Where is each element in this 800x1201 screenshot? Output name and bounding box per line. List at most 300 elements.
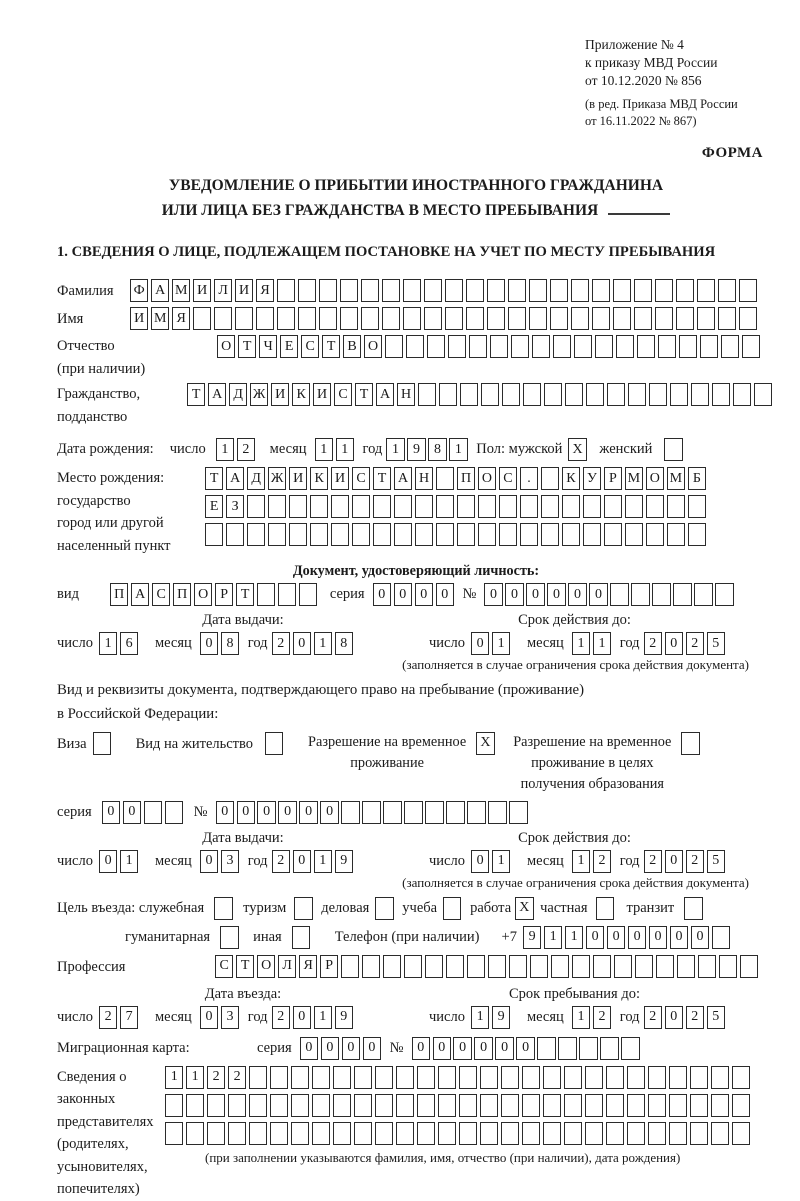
doc-valid-year-field-box[interactable]: 2 [686, 632, 704, 655]
citizenship-field-box[interactable]: И [313, 383, 331, 406]
patronymic-field-box[interactable]: В [343, 335, 361, 358]
representatives-field-row1-box[interactable] [648, 1066, 666, 1089]
representatives-field-row1-box[interactable] [585, 1066, 603, 1089]
phone-field-box[interactable]: 0 [691, 926, 709, 949]
citizenship-field-box[interactable] [670, 383, 688, 406]
doc-number-field-box[interactable] [652, 583, 670, 606]
citizenship-field-box[interactable] [502, 383, 520, 406]
surname-field-box[interactable] [424, 279, 442, 302]
representatives-field-row2-box[interactable] [690, 1094, 708, 1117]
surname-field-box[interactable] [319, 279, 337, 302]
patronymic-field-box[interactable] [553, 335, 571, 358]
doc-number-field-box[interactable]: 0 [568, 583, 586, 606]
representatives-field-row2-box[interactable] [312, 1094, 330, 1117]
purpose-humanitarian-checkbox-box[interactable] [220, 926, 238, 949]
given-name-field-box[interactable] [571, 307, 589, 330]
birthplace-field-row3-box[interactable] [478, 523, 496, 546]
citizenship-field-box[interactable] [418, 383, 436, 406]
permit-valid-day-field-box[interactable]: 0 [471, 850, 489, 873]
representatives-field-row1-box[interactable]: 1 [165, 1066, 183, 1089]
representatives-field-row2-box[interactable] [249, 1094, 267, 1117]
representatives-field-row3-box[interactable] [543, 1122, 561, 1145]
patronymic-field-box[interactable] [700, 335, 718, 358]
representatives-field-row3-box[interactable] [585, 1122, 603, 1145]
patronymic-field-box[interactable] [511, 335, 529, 358]
birthplace-field-row1-box[interactable]: Н [415, 467, 433, 490]
phone-field-box[interactable]: 0 [649, 926, 667, 949]
representatives-field-row1-box[interactable] [732, 1066, 750, 1089]
patronymic-field-box[interactable] [742, 335, 760, 358]
birthplace-field-row3-box[interactable] [394, 523, 412, 546]
doc-number-field-box[interactable]: 0 [589, 583, 607, 606]
doc-kind-field-box[interactable] [257, 583, 275, 606]
doc-kind-field-box[interactable]: П [173, 583, 191, 606]
citizenship-field-box[interactable]: А [376, 383, 394, 406]
patronymic-field-box[interactable] [532, 335, 550, 358]
citizenship-field-box[interactable]: С [334, 383, 352, 406]
birthplace-field-row3-box[interactable] [667, 523, 685, 546]
birthplace-field-row1-box[interactable]: С [352, 467, 370, 490]
given-name-field-box[interactable] [277, 307, 295, 330]
migration-card-series-field-box[interactable]: 0 [363, 1037, 381, 1060]
representatives-field-row1-box[interactable] [690, 1066, 708, 1089]
birthplace-field-row1-box[interactable]: Д [247, 467, 265, 490]
representatives-field-row2-box[interactable] [375, 1094, 393, 1117]
birthplace-field-row2-box[interactable] [625, 495, 643, 518]
representatives-field-row2-box[interactable] [333, 1094, 351, 1117]
migration-card-number-field-box[interactable]: 0 [453, 1037, 471, 1060]
doc-valid-day-field-box[interactable]: 1 [492, 632, 510, 655]
representatives-field-row1-box[interactable] [459, 1066, 477, 1089]
stay-month-field-box[interactable]: 1 [572, 1006, 590, 1029]
birthplace-field-row3-box[interactable] [373, 523, 391, 546]
citizenship-field-box[interactable] [691, 383, 709, 406]
birthplace-field-row2-box[interactable] [436, 495, 454, 518]
given-name-field-box[interactable] [340, 307, 358, 330]
doc-issue-month-field-box[interactable]: 8 [221, 632, 239, 655]
permit-number-field-box[interactable]: 0 [237, 801, 255, 824]
representatives-field-row2-box[interactable] [669, 1094, 687, 1117]
entry-month-field-box[interactable]: 0 [200, 1006, 218, 1029]
representatives-field-row3-box[interactable] [354, 1122, 372, 1145]
representatives-field-row3-box[interactable] [333, 1122, 351, 1145]
stay-year-field-box[interactable]: 5 [707, 1006, 725, 1029]
patronymic-field-box[interactable] [637, 335, 655, 358]
phone-field-box[interactable]: 0 [670, 926, 688, 949]
birth-year-field-box[interactable]: 1 [386, 438, 404, 461]
profession-field-box[interactable]: О [257, 955, 275, 978]
surname-field-box[interactable] [697, 279, 715, 302]
permit-number-field-box[interactable] [425, 801, 443, 824]
sex-female-checkbox-box[interactable] [664, 438, 682, 461]
citizenship-field-box[interactable] [544, 383, 562, 406]
permit-series-field-box[interactable] [165, 801, 183, 824]
birthplace-field-row1-box[interactable]: М [625, 467, 643, 490]
permit-issue-year-field-box[interactable]: 0 [293, 850, 311, 873]
given-name-field-box[interactable] [592, 307, 610, 330]
patronymic-field-box[interactable] [427, 335, 445, 358]
migration-card-number-field-box[interactable]: 0 [474, 1037, 492, 1060]
birthplace-field-row2-box[interactable] [268, 495, 286, 518]
birthplace-field-row2-box[interactable] [457, 495, 475, 518]
representatives-field-row1-box[interactable] [669, 1066, 687, 1089]
surname-field-box[interactable] [655, 279, 673, 302]
citizenship-field-box[interactable] [649, 383, 667, 406]
given-name-field-box[interactable] [424, 307, 442, 330]
birthplace-field-row3-box[interactable] [604, 523, 622, 546]
representatives-field-row1-box[interactable] [564, 1066, 582, 1089]
birthplace-field-row1-box[interactable]: И [331, 467, 349, 490]
doc-issue-year-field-box[interactable]: 0 [293, 632, 311, 655]
profession-field-box[interactable]: С [215, 955, 233, 978]
representatives-field-row3-box[interactable] [312, 1122, 330, 1145]
doc-number-field-box[interactable]: 0 [484, 583, 502, 606]
permit-number-field-box[interactable]: 0 [257, 801, 275, 824]
birthplace-field-row1-box[interactable]: М [667, 467, 685, 490]
representatives-field-row1-box[interactable] [711, 1066, 729, 1089]
birthplace-field-row2-box[interactable]: Е [205, 495, 223, 518]
representatives-field-row2-box[interactable] [522, 1094, 540, 1117]
migration-card-series-field-box[interactable]: 0 [342, 1037, 360, 1060]
profession-field-box[interactable] [488, 955, 506, 978]
birthplace-field-row3-box[interactable] [352, 523, 370, 546]
representatives-field-row3-box[interactable] [690, 1122, 708, 1145]
profession-field-box[interactable] [572, 955, 590, 978]
representatives-field-row1-box[interactable] [396, 1066, 414, 1089]
birthplace-field-row1-box[interactable]: . [520, 467, 538, 490]
patronymic-field-box[interactable] [616, 335, 634, 358]
given-name-field-box[interactable] [214, 307, 232, 330]
birthplace-field-row2-box[interactable]: З [226, 495, 244, 518]
surname-field-box[interactable] [613, 279, 631, 302]
residence-permit-checkbox-box[interactable] [265, 732, 283, 755]
surname-field-box[interactable] [718, 279, 736, 302]
representatives-field-row3-box[interactable] [606, 1122, 624, 1145]
stay-day-field-box[interactable]: 1 [471, 1006, 489, 1029]
permit-valid-year-field-box[interactable]: 5 [707, 850, 725, 873]
doc-valid-year-field-box[interactable]: 0 [665, 632, 683, 655]
representatives-field-row3-box[interactable] [270, 1122, 288, 1145]
permit-issue-year-field-box[interactable]: 2 [272, 850, 290, 873]
permit-valid-year-field-box[interactable]: 2 [644, 850, 662, 873]
migration-card-number-field-box[interactable] [537, 1037, 555, 1060]
representatives-field-row1-box[interactable]: 2 [228, 1066, 246, 1089]
representatives-field-row2-box[interactable] [480, 1094, 498, 1117]
birthplace-field-row1-box[interactable]: И [289, 467, 307, 490]
birthplace-field-row3-box[interactable] [331, 523, 349, 546]
given-name-field-box[interactable] [319, 307, 337, 330]
citizenship-field-box[interactable]: Ж [250, 383, 268, 406]
surname-field-box[interactable] [487, 279, 505, 302]
citizenship-field-box[interactable]: Т [355, 383, 373, 406]
birthplace-field-row3-box[interactable] [268, 523, 286, 546]
entry-year-field-box[interactable]: 1 [314, 1006, 332, 1029]
entry-month-field-box[interactable]: 3 [221, 1006, 239, 1029]
given-name-field-box[interactable] [508, 307, 526, 330]
profession-field-box[interactable] [404, 955, 422, 978]
birthplace-field-row2-box[interactable] [646, 495, 664, 518]
given-name-field-box[interactable] [550, 307, 568, 330]
surname-field-box[interactable]: И [235, 279, 253, 302]
doc-issue-day-field-box[interactable]: 1 [99, 632, 117, 655]
permit-issue-month-field-box[interactable]: 3 [221, 850, 239, 873]
given-name-field-box[interactable] [613, 307, 631, 330]
birthplace-field-row3-box[interactable] [289, 523, 307, 546]
given-name-field-box[interactable] [655, 307, 673, 330]
phone-field-box[interactable]: 0 [628, 926, 646, 949]
entry-year-field-box[interactable]: 0 [293, 1006, 311, 1029]
phone-field-box[interactable]: 9 [523, 926, 541, 949]
birthplace-field-row2-box[interactable] [289, 495, 307, 518]
profession-field-box[interactable] [698, 955, 716, 978]
profession-field-box[interactable]: Я [299, 955, 317, 978]
representatives-field-row3-box[interactable] [417, 1122, 435, 1145]
patronymic-field-box[interactable]: С [301, 335, 319, 358]
representatives-field-row3-box[interactable] [186, 1122, 204, 1145]
birthplace-field-row1-box[interactable]: К [310, 467, 328, 490]
birthplace-field-row3-box[interactable] [310, 523, 328, 546]
doc-series-field-box[interactable]: 0 [436, 583, 454, 606]
patronymic-field-box[interactable] [490, 335, 508, 358]
patronymic-field-box[interactable] [448, 335, 466, 358]
patronymic-field-box[interactable] [574, 335, 592, 358]
citizenship-field-box[interactable] [586, 383, 604, 406]
representatives-field-row1-box[interactable] [270, 1066, 288, 1089]
representatives-field-row3-box[interactable] [669, 1122, 687, 1145]
phone-field-box[interactable]: 0 [607, 926, 625, 949]
birthplace-field-row3-box[interactable] [688, 523, 706, 546]
birthplace-field-row3-box[interactable] [562, 523, 580, 546]
given-name-field-box[interactable]: И [130, 307, 148, 330]
sex-male-checkbox-box[interactable]: X [568, 438, 586, 461]
migration-card-number-field-box[interactable] [600, 1037, 618, 1060]
birthplace-field-row2-box[interactable] [415, 495, 433, 518]
profession-field-box[interactable] [425, 955, 443, 978]
birthplace-field-row2-box[interactable] [541, 495, 559, 518]
patronymic-field-box[interactable]: Т [322, 335, 340, 358]
doc-valid-day-field-box[interactable]: 0 [471, 632, 489, 655]
representatives-field-row2-box[interactable] [165, 1094, 183, 1117]
doc-number-field-box[interactable] [631, 583, 649, 606]
patronymic-field-box[interactable]: О [364, 335, 382, 358]
surname-field-box[interactable] [445, 279, 463, 302]
doc-issue-month-field-box[interactable]: 0 [200, 632, 218, 655]
citizenship-field-box[interactable] [733, 383, 751, 406]
profession-field-box[interactable] [740, 955, 758, 978]
birthplace-field-row2-box[interactable] [583, 495, 601, 518]
patronymic-field-box[interactable] [595, 335, 613, 358]
given-name-field-box[interactable] [256, 307, 274, 330]
doc-issue-year-field-box[interactable]: 1 [314, 632, 332, 655]
migration-card-series-field-box[interactable]: 0 [300, 1037, 318, 1060]
given-name-field-box[interactable] [403, 307, 421, 330]
citizenship-field-box[interactable]: Т [187, 383, 205, 406]
birthplace-field-row1-box[interactable]: С [499, 467, 517, 490]
permit-valid-month-field-box[interactable]: 2 [593, 850, 611, 873]
patronymic-field-box[interactable]: Ч [259, 335, 277, 358]
visa-checkbox-box[interactable] [93, 732, 111, 755]
permit-issue-year-field-box[interactable]: 9 [335, 850, 353, 873]
representatives-field-row2-box[interactable] [711, 1094, 729, 1117]
given-name-field-box[interactable] [466, 307, 484, 330]
purpose-other-checkbox-box[interactable] [292, 926, 310, 949]
given-name-field-box[interactable] [445, 307, 463, 330]
birthplace-field-row1-box[interactable]: О [646, 467, 664, 490]
representatives-field-row2-box[interactable] [396, 1094, 414, 1117]
birthplace-field-row3-box[interactable] [583, 523, 601, 546]
profession-field-box[interactable] [362, 955, 380, 978]
representatives-field-row1-box[interactable] [480, 1066, 498, 1089]
purpose-official-checkbox-box[interactable] [214, 897, 232, 920]
representatives-field-row1-box[interactable] [627, 1066, 645, 1089]
purpose-study-checkbox-box[interactable] [443, 897, 461, 920]
representatives-field-row3-box[interactable] [501, 1122, 519, 1145]
profession-field-box[interactable] [677, 955, 695, 978]
birthplace-field-row3-box[interactable] [541, 523, 559, 546]
permit-number-field-box[interactable] [362, 801, 380, 824]
doc-number-field-box[interactable] [694, 583, 712, 606]
representatives-field-row3-box[interactable] [375, 1122, 393, 1145]
birthplace-field-row2-box[interactable] [688, 495, 706, 518]
doc-kind-field-box[interactable]: А [131, 583, 149, 606]
doc-kind-field-box[interactable] [299, 583, 317, 606]
surname-field-box[interactable] [571, 279, 589, 302]
surname-field-box[interactable] [361, 279, 379, 302]
purpose-transit-checkbox-box[interactable] [684, 897, 702, 920]
migration-card-number-field-box[interactable] [558, 1037, 576, 1060]
doc-valid-month-field-box[interactable]: 1 [572, 632, 590, 655]
birthplace-field-row2-box[interactable] [331, 495, 349, 518]
phone-field-box[interactable]: 0 [586, 926, 604, 949]
representatives-field-row2-box[interactable] [438, 1094, 456, 1117]
permit-number-field-box[interactable]: 0 [299, 801, 317, 824]
representatives-field-row3-box[interactable] [522, 1122, 540, 1145]
patronymic-field-box[interactable] [721, 335, 739, 358]
representatives-field-row3-box[interactable] [459, 1122, 477, 1145]
purpose-work-checkbox-box[interactable]: X [515, 897, 533, 920]
birthplace-field-row2-box[interactable] [373, 495, 391, 518]
representatives-field-row2-box[interactable] [228, 1094, 246, 1117]
representatives-field-row3-box[interactable] [648, 1122, 666, 1145]
doc-number-field-box[interactable] [610, 583, 628, 606]
given-name-field-box[interactable] [529, 307, 547, 330]
entry-day-field-box[interactable]: 2 [99, 1006, 117, 1029]
permit-issue-day-field-box[interactable]: 0 [99, 850, 117, 873]
surname-field-box[interactable] [382, 279, 400, 302]
representatives-field-row1-box[interactable] [417, 1066, 435, 1089]
representatives-field-row2-box[interactable] [417, 1094, 435, 1117]
surname-field-box[interactable] [403, 279, 421, 302]
citizenship-field-box[interactable]: Н [397, 383, 415, 406]
surname-field-box[interactable] [739, 279, 757, 302]
profession-field-box[interactable] [551, 955, 569, 978]
surname-field-box[interactable]: Л [214, 279, 232, 302]
birthplace-field-row3-box[interactable] [646, 523, 664, 546]
birthplace-field-row1-box[interactable] [436, 467, 454, 490]
representatives-field-row2-box[interactable] [291, 1094, 309, 1117]
representatives-field-row1-box[interactable] [333, 1066, 351, 1089]
citizenship-field-box[interactable]: И [271, 383, 289, 406]
temp-residence-checkbox-box[interactable]: X [476, 732, 494, 755]
doc-kind-field-box[interactable]: С [152, 583, 170, 606]
doc-kind-field-box[interactable]: П [110, 583, 128, 606]
doc-kind-field-box[interactable]: О [194, 583, 212, 606]
representatives-field-row1-box[interactable]: 1 [186, 1066, 204, 1089]
citizenship-field-box[interactable] [439, 383, 457, 406]
patronymic-field-box[interactable] [385, 335, 403, 358]
given-name-field-box[interactable]: М [151, 307, 169, 330]
citizenship-field-box[interactable] [607, 383, 625, 406]
birthplace-field-row2-box[interactable] [604, 495, 622, 518]
migration-card-number-field-box[interactable]: 0 [495, 1037, 513, 1060]
birthplace-field-row1-box[interactable]: А [394, 467, 412, 490]
patronymic-field-box[interactable] [406, 335, 424, 358]
birthplace-field-row1-box[interactable]: Т [373, 467, 391, 490]
birthplace-field-row2-box[interactable] [394, 495, 412, 518]
citizenship-field-box[interactable]: Д [229, 383, 247, 406]
representatives-field-row3-box[interactable] [207, 1122, 225, 1145]
representatives-field-row3-box[interactable] [564, 1122, 582, 1145]
patronymic-field-box[interactable] [469, 335, 487, 358]
citizenship-field-box[interactable]: К [292, 383, 310, 406]
given-name-field-box[interactable] [382, 307, 400, 330]
doc-valid-month-field-box[interactable]: 1 [593, 632, 611, 655]
surname-field-box[interactable] [466, 279, 484, 302]
birthplace-field-row2-box[interactable] [247, 495, 265, 518]
migration-card-number-field-box[interactable]: 0 [516, 1037, 534, 1060]
representatives-field-row1-box[interactable] [438, 1066, 456, 1089]
birth-day-field-box[interactable]: 2 [237, 438, 255, 461]
temp-residence-edu-checkbox-box[interactable] [681, 732, 699, 755]
permit-number-field-box[interactable] [383, 801, 401, 824]
given-name-field-box[interactable] [739, 307, 757, 330]
doc-series-field-box[interactable]: 0 [394, 583, 412, 606]
birth-month-field-box[interactable]: 1 [315, 438, 333, 461]
profession-field-box[interactable] [341, 955, 359, 978]
given-name-field-box[interactable]: Я [172, 307, 190, 330]
birthplace-field-row2-box[interactable] [310, 495, 328, 518]
entry-year-field-box[interactable]: 9 [335, 1006, 353, 1029]
permit-number-field-box[interactable] [446, 801, 464, 824]
birthplace-field-row3-box[interactable] [520, 523, 538, 546]
surname-field-box[interactable]: Ф [130, 279, 148, 302]
birthplace-field-row2-box[interactable] [478, 495, 496, 518]
birthplace-field-row3-box[interactable] [436, 523, 454, 546]
given-name-field-box[interactable] [718, 307, 736, 330]
representatives-field-row2-box[interactable] [585, 1094, 603, 1117]
purpose-business-checkbox-box[interactable] [375, 897, 393, 920]
doc-number-field-box[interactable]: 0 [505, 583, 523, 606]
doc-series-field-box[interactable]: 0 [373, 583, 391, 606]
permit-number-field-box[interactable] [404, 801, 422, 824]
birthplace-field-row1-box[interactable]: А [226, 467, 244, 490]
doc-number-field-box[interactable] [673, 583, 691, 606]
birthplace-field-row3-box[interactable] [499, 523, 517, 546]
doc-valid-year-field-box[interactable]: 5 [707, 632, 725, 655]
birthplace-field-row1-box[interactable]: П [457, 467, 475, 490]
profession-field-box[interactable] [446, 955, 464, 978]
representatives-field-row1-box[interactable] [543, 1066, 561, 1089]
surname-field-box[interactable] [508, 279, 526, 302]
representatives-field-row3-box[interactable] [165, 1122, 183, 1145]
representatives-field-row2-box[interactable] [354, 1094, 372, 1117]
migration-card-series-field-box[interactable]: 0 [321, 1037, 339, 1060]
birthplace-field-row2-box[interactable] [499, 495, 517, 518]
birthplace-field-row1-box[interactable] [541, 467, 559, 490]
doc-series-field-box[interactable]: 0 [415, 583, 433, 606]
representatives-field-row1-box[interactable] [249, 1066, 267, 1089]
birthplace-field-row1-box[interactable]: К [562, 467, 580, 490]
